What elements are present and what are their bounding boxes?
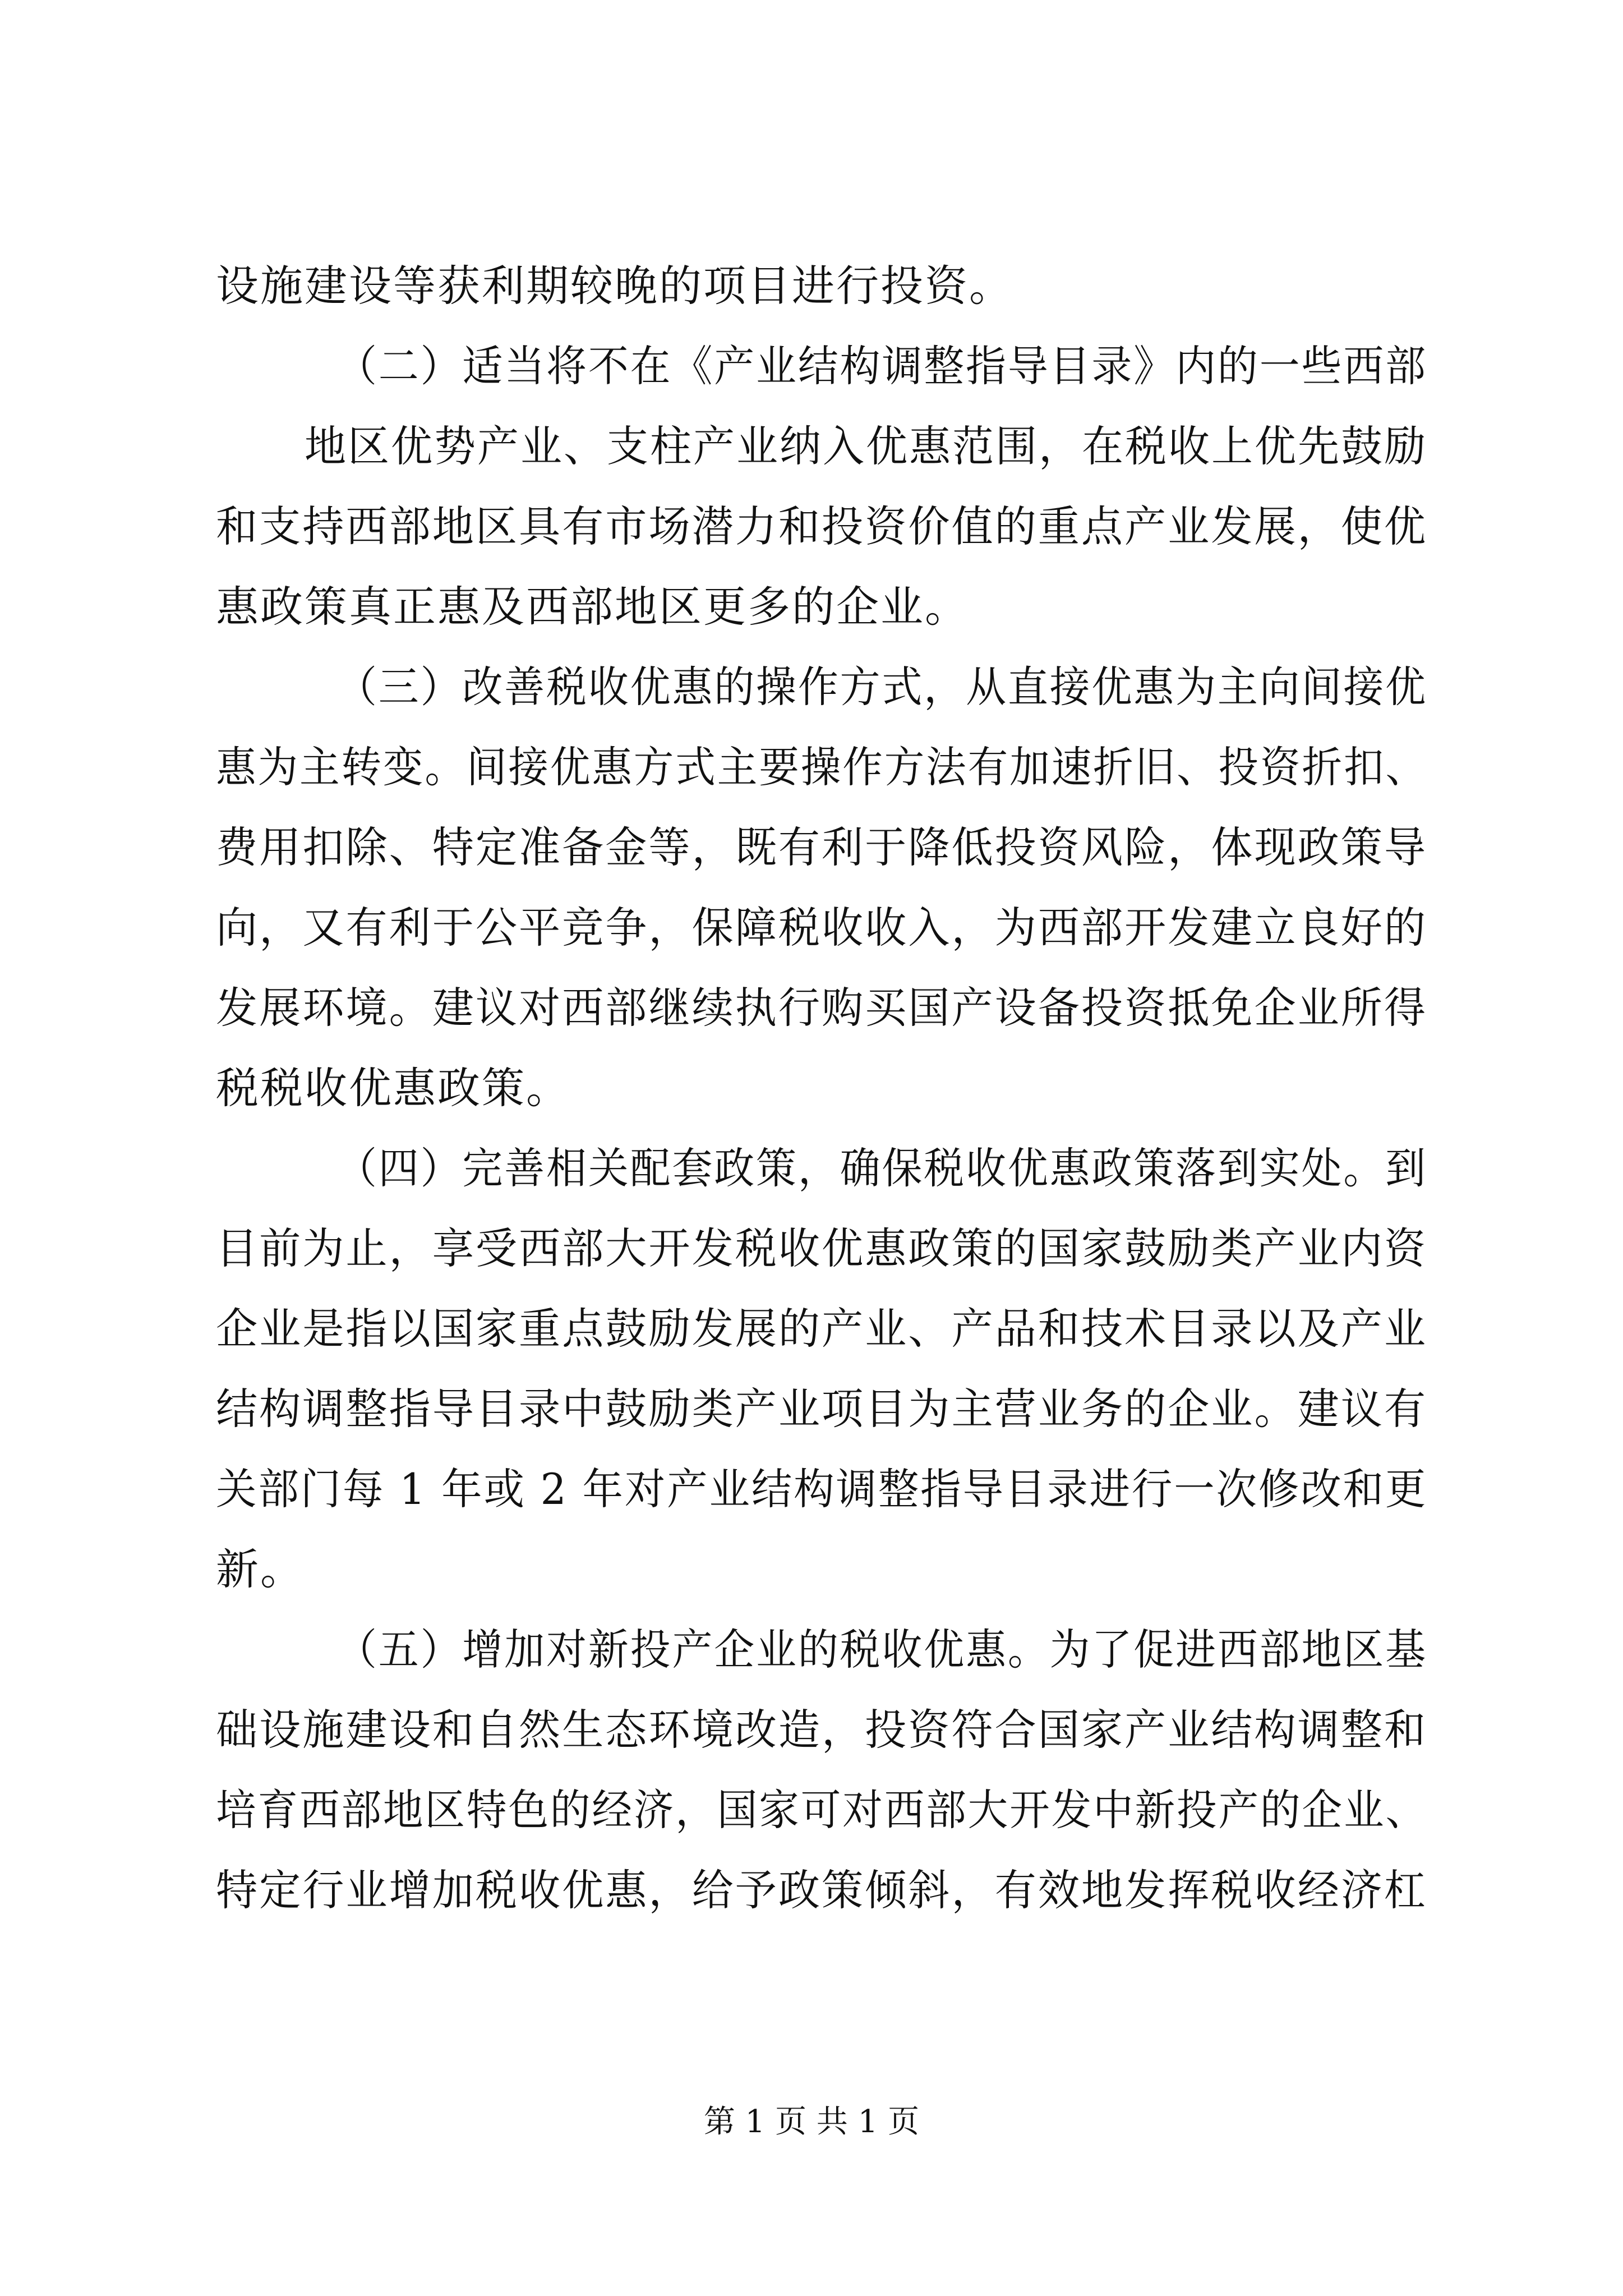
text-line: 费用扣除、特定准备金等，既有利于降低投资风险，体现政策导 (216, 822, 1428, 872)
text-line: 发展环境。建议对西部继续执行购买国产设备投资抵免企业所得 (216, 983, 1428, 1033)
text-line: 设施建设等获利期较晚的项目进行投资。 (216, 261, 1013, 311)
page-number-footer: 第 1 页 共 1 页 (703, 2104, 920, 2140)
text-line: 惠政策真正惠及西部地区更多的企业。 (216, 582, 969, 632)
text-line: 企业是指以国家重点鼓励发展的产业、产品和技术目录以及产业 (216, 1304, 1428, 1354)
text-line: 关部门每 1 年或 2 年对产业结构调整指导目录进行一次修改和更 (216, 1464, 1428, 1514)
text-line: 础设施建设和自然生态环境改造，投资符合国家产业结构调整和 (216, 1705, 1428, 1755)
text-line: 目前为止，享受西部大开发税收优惠政策的国家鼓励类产业内资 (216, 1223, 1428, 1273)
text-line: 和支持西部地区具有市场潜力和投资价值的重点产业发展，使优 (216, 501, 1428, 551)
text-line: 地区优势产业、支柱产业纳入优惠范围，在税收上优先鼓励 (305, 421, 1428, 471)
text-line: 培育西部地区特色的经济，国家可对西部大开发中新投产的企业、 (216, 1785, 1427, 1835)
text-line: 向，又有利于公平竞争，保障税收收入，为西部开发建立良好的 (216, 903, 1428, 953)
text-line: 惠为主转变。间接优惠方式主要操作方法有加速折旧、投资折扣、 (216, 742, 1427, 792)
text-line: （四）完善相关配套政策，确保税收优惠政策落到实处。到 (336, 1143, 1427, 1193)
text-line: （三）改善税收优惠的操作方式，从直接优惠为主向间接优 (336, 662, 1427, 712)
text-line: （五）增加对新投产企业的税收优惠。为了促进西部地区基 (336, 1625, 1427, 1674)
text-line: 税税收优惠政策。 (216, 1063, 570, 1113)
text-line: 新。 (216, 1544, 305, 1594)
text-line: （二）适当将不在《产业结构调整指导目录》内的一些西部 (336, 341, 1427, 391)
text-line: 结构调整指导目录中鼓励类产业项目为主营业务的企业。建议有 (216, 1384, 1428, 1434)
text-line: 特定行业增加税收优惠，给予政策倾斜，有效地发挥税收经济杠 (216, 1865, 1428, 1915)
